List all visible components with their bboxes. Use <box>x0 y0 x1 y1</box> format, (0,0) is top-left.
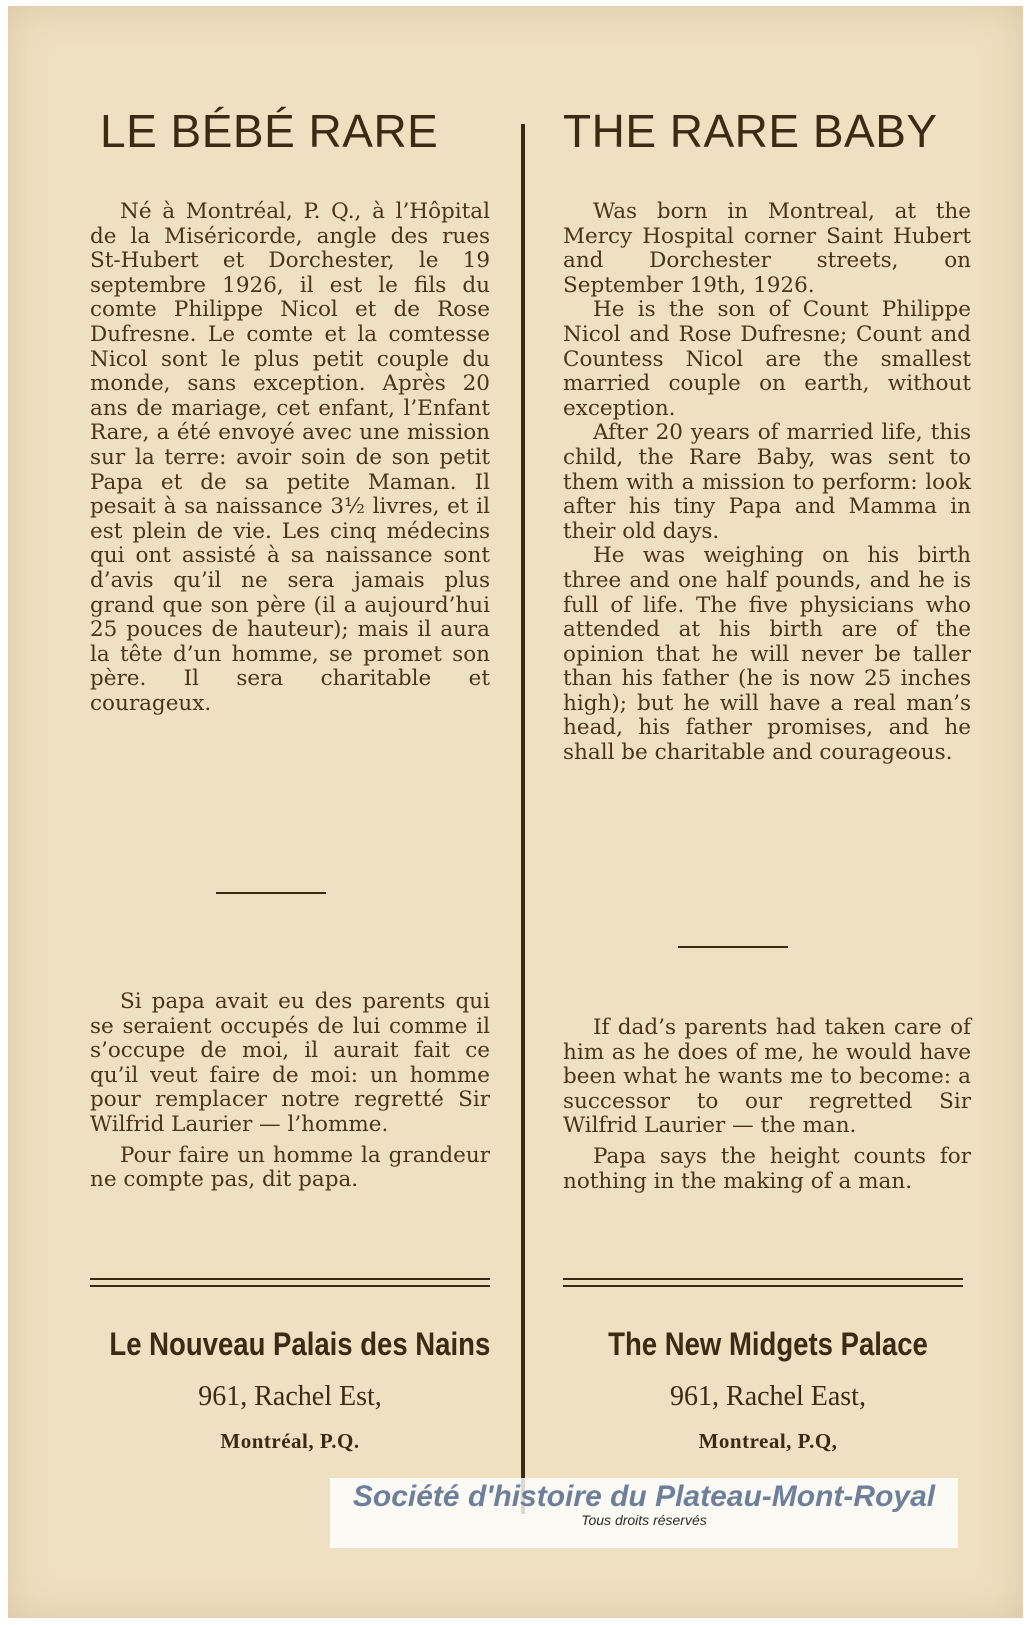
english-paragraph-2: He is the son of Count Philippe Nicol and Rose Dufresne; Count and Countess Nicol are the smallest married couple on earth, without exception. <box>563 297 971 421</box>
english-venue-address: 961, Rachel East, <box>670 1381 866 1412</box>
english-paragraph-1: Was born in Montreal, at the Mercy Hospital corner Saint Hubert and Dorchester streets, on September 19th, 1926. <box>563 199 971 298</box>
french-venue-name: Le Nouveau Palais des Nains <box>109 1326 491 1362</box>
french-title: LE BÉBÉ RARE <box>100 105 439 157</box>
french-wish-paragraph-1: Si papa avait eu des parents qui se seraient occupés de lui comme il s’occupe de moi, il aurait fait ce qu’il veut faire de moi: un homme pour remplacer notre regretté Sir Wilfrid Laurier — l’homme. <box>90 989 490 1137</box>
watermark <box>330 1478 958 1548</box>
english-wish-paragraph-1: If dad’s parents had taken care of him as he does of me, he would have been what he wants me to become: a successor to our regretted Sir Wilfrid Laurier — the man. <box>563 1015 971 1139</box>
english-wish <box>563 1016 971 1194</box>
french-separator-rule <box>216 892 326 894</box>
english-venue-block <box>558 1326 978 1454</box>
watermark-text: Société d'histoire du Plateau-Mont-Royal <box>352 1480 936 1513</box>
english-venue-city: Montreal, P.Q, <box>698 1429 838 1453</box>
english-paragraph-3: After 20 years of married life, this child, the Rare Baby, was sent to them with a mission to perform: look after his tiny Papa and Mamma in their old days. <box>563 420 971 544</box>
french-venue-address: 961, Rachel Est, <box>198 1381 382 1412</box>
french-story <box>90 200 490 716</box>
french-venue-city: Montréal, P.Q. <box>220 1429 360 1453</box>
english-wish-paragraph-2: Papa says the height counts for nothing in the making of a man. <box>563 1143 971 1194</box>
english-story <box>563 200 971 766</box>
english-venue-name: The New Midgets Palace <box>608 1326 928 1362</box>
french-wish <box>90 990 490 1193</box>
column-divider <box>521 124 525 1514</box>
french-double-rule <box>90 1278 490 1287</box>
french-story-paragraph: Né à Montréal, P. Q., à l’Hôpital de la Miséricorde, angle des rues St-Hubert et Dorchester, le 19 septembre 1926, il est le fils du comte Philippe Nicol et de Rose Dufresne. Le comte et la comtesse Nicol sont le plus petit couple du monde, sans exception. Après 20 ans de mariage, cet enfant, l’Enfant Rare, a été envoyé avec une mission sur la terre: avoir soin de son petit Papa et de sa petite Maman. Il pesait à sa naissance 3½ livres, et il est plein de vie. Les cinq médecins qui ont assisté à sa naissance sont d’avis qu’il ne sera jamais plus grand que son père (il a aujourd’hui 25 pouces de hauteur); mais il aura la tête d’un homme, se promet son père. Il sera charitable et courageux. <box>90 199 490 716</box>
french-wish-paragraph-2: Pour faire un homme la grandeur ne compte pas, dit papa. <box>90 1142 490 1193</box>
english-separator-rule <box>678 946 788 948</box>
document-card <box>8 6 1023 1618</box>
french-venue-block <box>80 1326 500 1454</box>
english-title: THE RARE BABY <box>563 105 938 157</box>
watermark-subtext: Tous droits réservés <box>581 1512 707 1528</box>
english-paragraph-4: He was weighing on his birth three and one half pounds, and he is full of life. The five physicians who attended at his birth are of the opinion that he will never be taller than his father (he is now 25 inches high); but he will have a real man’s head, his father promises, and he shall be charitable and courageous. <box>563 543 971 766</box>
english-double-rule <box>563 1278 963 1287</box>
